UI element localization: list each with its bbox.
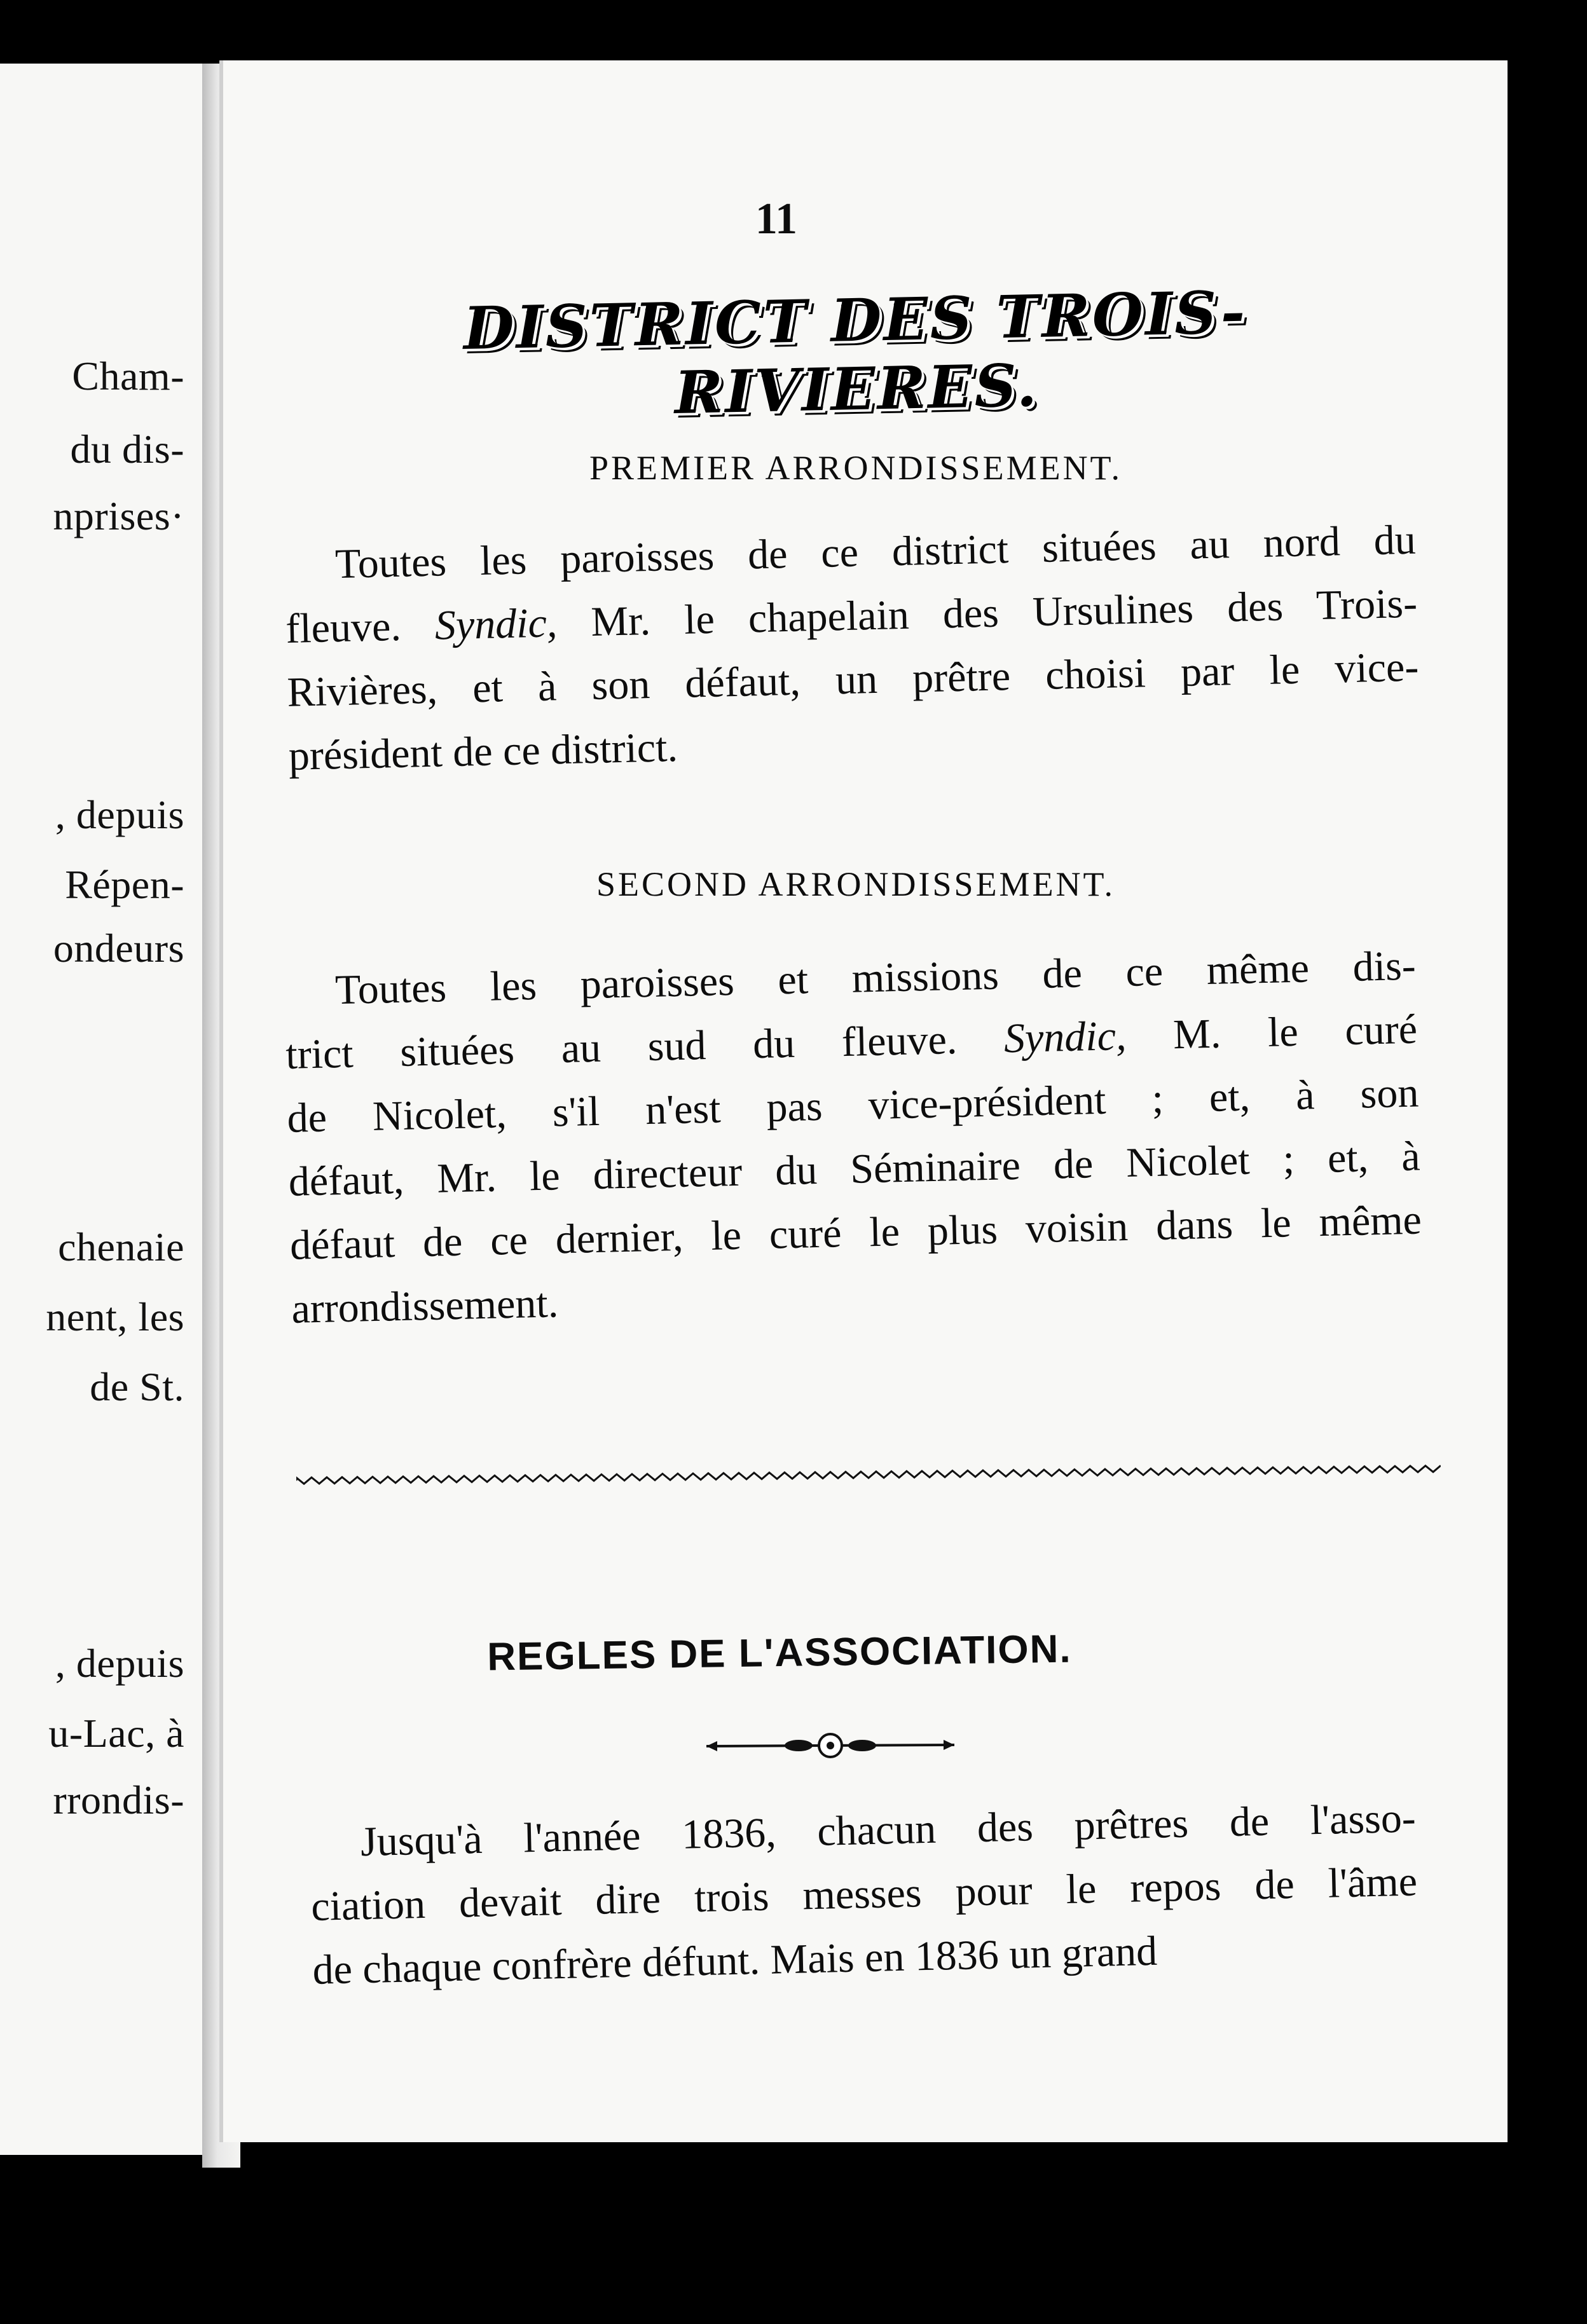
text-line: trict situées au sud du fleuve. Syndic, M. le curé — [285, 1006, 1418, 1078]
text-line: défaut, Mr. le directeur du Séminaire de Nicolet ; et, à — [288, 1133, 1421, 1205]
text-line: Toutes les paroisses et missions de ce même dis- — [334, 942, 1417, 1014]
left-page-line: rrondis- — [53, 1777, 184, 1822]
section-heading-second: SECOND ARRONDISSEMENT. — [596, 865, 1116, 903]
left-page-line: , depuis — [55, 792, 184, 837]
text-line: Rivières, et à son défaut, un prêtre choisi par le vice- — [286, 643, 1420, 716]
text-line: ciation devait dire trois messes pour le repos de l'âme — [310, 1858, 1418, 1930]
left-page-line: chenaie — [58, 1224, 184, 1269]
left-page-line: du dis- — [70, 427, 184, 472]
ornament-flourish — [703, 1726, 958, 1764]
wavy-divider — [296, 1459, 1441, 1491]
left-page-line: nent, les — [46, 1294, 184, 1339]
rules-paragraph — [309, 1787, 1419, 2002]
text-line: de chaque confrère défunt. Mais en 1836 un grand — [312, 1927, 1158, 1993]
section-paragraph-second — [284, 934, 1424, 1341]
page-number: 11 — [755, 195, 798, 243]
section-heading-premier: PREMIER ARRONDISSEMENT. — [589, 449, 1123, 487]
text-line: Jusqu'à l'année 1836, chacun des prêtres de l'asso- — [360, 1794, 1417, 1866]
previous-page-edge — [0, 64, 202, 2155]
left-page-line: Cham- — [72, 353, 184, 399]
left-page-line: ondeurs — [53, 926, 184, 971]
text-line: Toutes les paroisses de ce district situées au nord du — [334, 516, 1417, 588]
text-line: arrondissement. — [291, 1280, 559, 1332]
text-line: fleuve. Syndic, Mr. le chapelain des Ursulines des Trois- — [285, 580, 1418, 652]
text-line: défaut de ce dernier, le curé le plus voisin dans le même — [289, 1196, 1422, 1269]
left-page-line: Répen- — [65, 862, 184, 907]
page — [219, 60, 1508, 2142]
left-page-line: , depuis — [55, 1641, 184, 1686]
section-paragraph-premier — [284, 509, 1421, 788]
left-page-line: de St. — [90, 1364, 184, 1409]
left-page-line: u-Lac, à — [48, 1711, 184, 1756]
text-line: de Nicolet, s'il n'est pas vice-président ; et, à son — [286, 1069, 1420, 1142]
district-title: DISTRICT DES TROIS-RIVIERES. — [462, 278, 1248, 427]
rules-title: REGLES DE L'ASSOCIATION. — [486, 1627, 1073, 1679]
left-page-line: nprises· — [53, 493, 184, 538]
text-line: président de ce district. — [288, 724, 678, 779]
